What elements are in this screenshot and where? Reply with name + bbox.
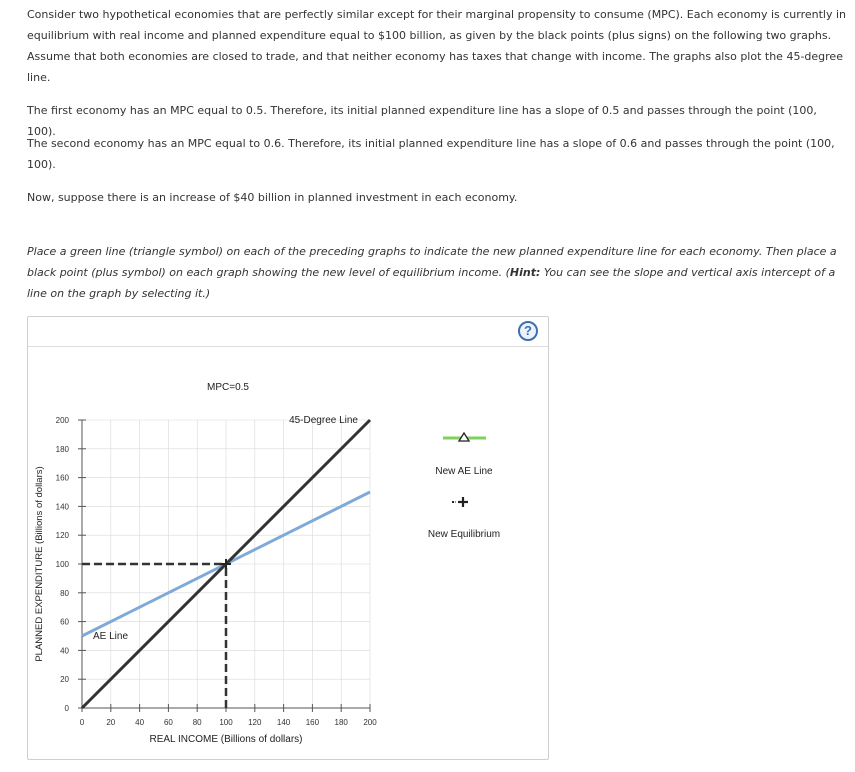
y-tick-label: 60 [60,617,69,627]
graph-panel [27,316,549,760]
x-axis-label: REAL INCOME (Billions of dollars) [149,734,303,745]
forty-five-degree-line-label: 45-Degree Line [289,415,358,426]
chart-title: MPC=0.5 [207,382,249,393]
new-equilibrium-tool[interactable] [428,497,500,540]
x-tick-label: 80 [192,718,202,727]
instruction-text-b: You can see the slope and vertical axis intercept of a line on the graph by selecting it.) [27,266,836,300]
y-tick-label: 180 [55,444,69,454]
question-paragraph-1: Consider two hypothetical economies that are perfectly similar except for their marginal propensity to consume (MPC). Each economy is currently in equilibrium with real income and planned expenditure equal to $100 billion, as given by the black points (plus signs) on the following two graphs. Assume that both economies are closed to trade, and that neither economy has taxes that change with income. The graphs also plot the 45-degree line. [27,8,847,84]
y-tick-label: 160 [55,473,69,483]
instruction-hint-label: Hint: [509,266,541,279]
instruction-text-a: Place a green line (triangle symbol) on each of the preceding graphs to indicate the new planned expenditure line for each economy. Then place a black point (plus symbol) on each graph showing the new level of equilibrium income. ( [27,245,837,279]
x-tick-label: 100 [219,718,233,727]
x-tick-label: 180 [334,718,348,727]
y-tick-label: 200 [55,416,69,425]
y-tick-label: 0 [64,704,69,713]
y-tick-label: 40 [60,646,69,656]
question-paragraph-2: The first economy has an MPC equal to 0.5. Therefore, its initial planned expenditure line has a slope of 0.5 and passes through the point (100, 100). [27,104,817,138]
x-tick-label: 160 [305,718,320,727]
new-ae-line-tool[interactable] [435,433,493,477]
new-ae-line-label: New AE Line [435,466,493,477]
question-paragraph-4: Now, suppose there is an increase of $40 billion in planned investment in each economy. [27,191,518,204]
help-button[interactable]: ? [518,321,538,341]
y-tick-label: 100 [55,560,69,569]
x-tick-label: 200 [363,718,377,727]
x-tick-label: 120 [248,718,262,727]
x-tick-label: 0 [79,718,85,727]
y-tick-label: 120 [55,531,69,541]
ae-line-label: AE Line [93,631,129,642]
x-tick-label: 60 [163,718,173,727]
y-axis-label: PLANNED EXPENDITURE (Billions of dollars) [34,466,45,662]
x-tick-label: 20 [106,718,116,727]
plus-point-icon [452,497,468,507]
new-equilibrium-label: New Equilibrium [427,529,501,540]
y-tick-label: 20 [60,675,69,685]
y-tick-label: 80 [60,588,69,598]
question-paragraph-3: The second economy has an MPC equal to 0.6. Therefore, its initial planned expenditure line has a slope of 0.6 and passes through the point (100, 100). [27,137,835,171]
x-tick-label: 140 [276,718,291,727]
graph-canvas[interactable] [28,317,548,759]
instruction-paragraph [27,241,847,304]
y-tick-label: 140 [55,502,69,512]
x-tick-label: 40 [135,718,145,727]
